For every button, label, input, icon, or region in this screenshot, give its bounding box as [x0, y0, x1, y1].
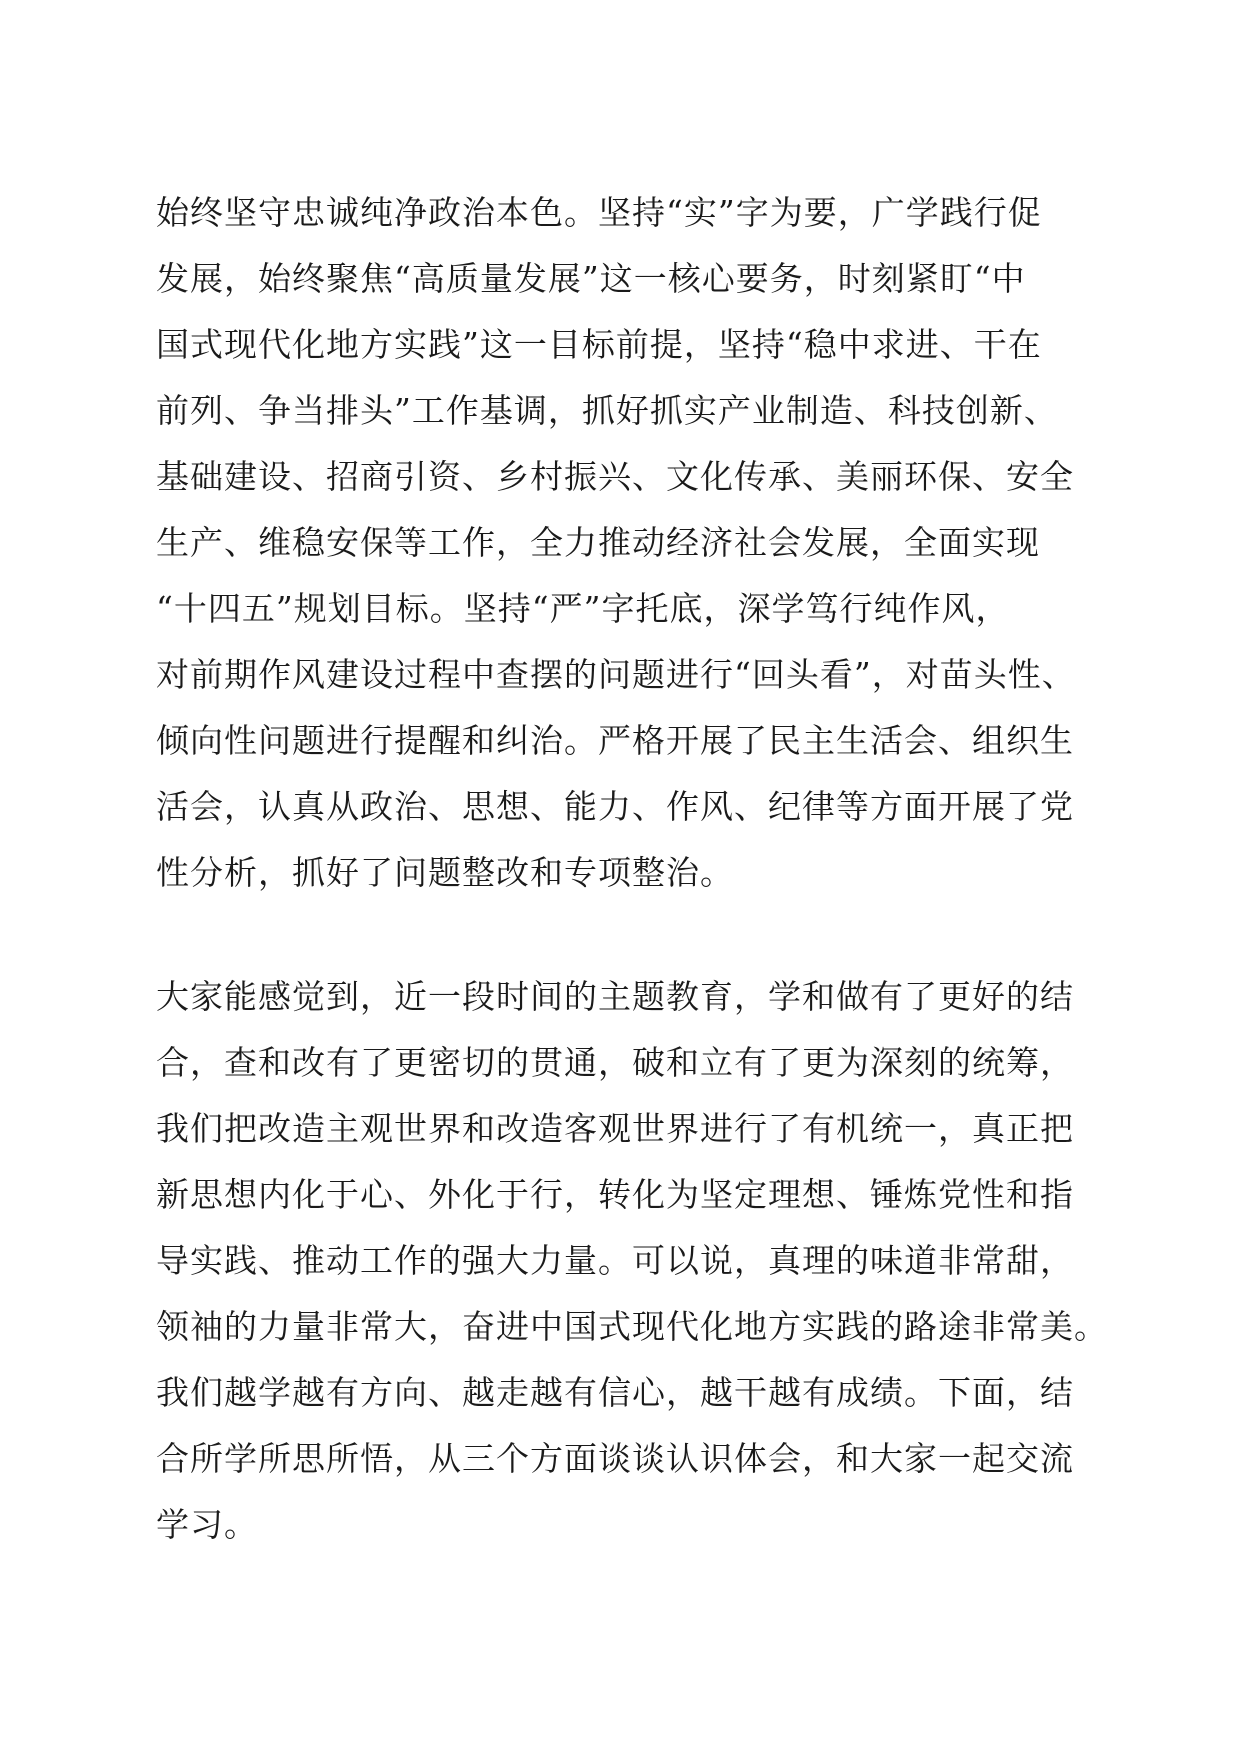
paragraph-line: 导实践、推动工作的强大力量。可以说，真理的味道非常甜， — [156, 1241, 1074, 1280]
paragraph-line: 合，查和改有了更密切的贯通，破和立有了更为深刻的统筹， — [156, 1043, 1074, 1082]
paragraph-line: 合所学所思所悟，从三个方面谈谈认识体会，和大家一起交流 — [156, 1439, 1074, 1478]
paragraph-line: 始终坚守忠诚纯净政治本色。坚持“实”字为要，广学践行促 — [156, 193, 1042, 232]
paragraph-line: 生产、维稳安保等工作，全力推动经济社会发展，全面实现 — [156, 523, 1040, 562]
paragraph-line: “十四五”规划目标。坚持“严”字托底，深学笃行纯作风， — [156, 589, 1010, 628]
paragraph-line: 倾向性问题进行提醒和纠治。严格开展了民主生活会、组织生 — [156, 721, 1074, 760]
paragraph-line: 对前期作风建设过程中查摆的问题进行“回头看”，对苗头性、 — [156, 655, 1076, 694]
paragraph-line: 我们越学越有方向、越走越有信心，越干越有成绩。下面，结 — [156, 1373, 1074, 1412]
paragraph-line: 大家能感觉到，近一段时间的主题教育，学和做有了更好的结 — [156, 977, 1074, 1016]
paragraph-line: 国式现代化地方实践”这一目标前提，坚持“稳中求进、干在 — [156, 325, 1042, 364]
paragraph-line: 基础建设、招商引资、乡村振兴、文化传承、美丽环保、安全 — [156, 457, 1074, 496]
paragraph-line: 我们把改造主观世界和改造客观世界进行了有机统一，真正把 — [156, 1109, 1074, 1148]
paragraph-line: 学习。 — [156, 1505, 258, 1544]
paragraph-2 — [156, 964, 1108, 1558]
paragraph-line: 领袖的力量非常大，奋进中国式现代化地方实践的路途非常美。 — [156, 1307, 1108, 1346]
paragraph-line: 前列、争当排头”工作基调，抓好抓实产业制造、科技创新、 — [156, 391, 1058, 430]
paragraph-line: 性分析，抓好了问题整改和专项整治。 — [156, 853, 734, 892]
paragraph-1 — [156, 180, 1086, 906]
paragraph-line: 活会，认真从政治、思想、能力、作风、纪律等方面开展了党 — [156, 787, 1074, 826]
paragraph-line: 发展，始终聚焦“高质量发展”这一核心要务，时刻紧盯“中 — [156, 259, 1026, 298]
paragraph-line: 新思想内化于心、外化于行，转化为坚定理想、锤炼党性和指 — [156, 1175, 1074, 1214]
